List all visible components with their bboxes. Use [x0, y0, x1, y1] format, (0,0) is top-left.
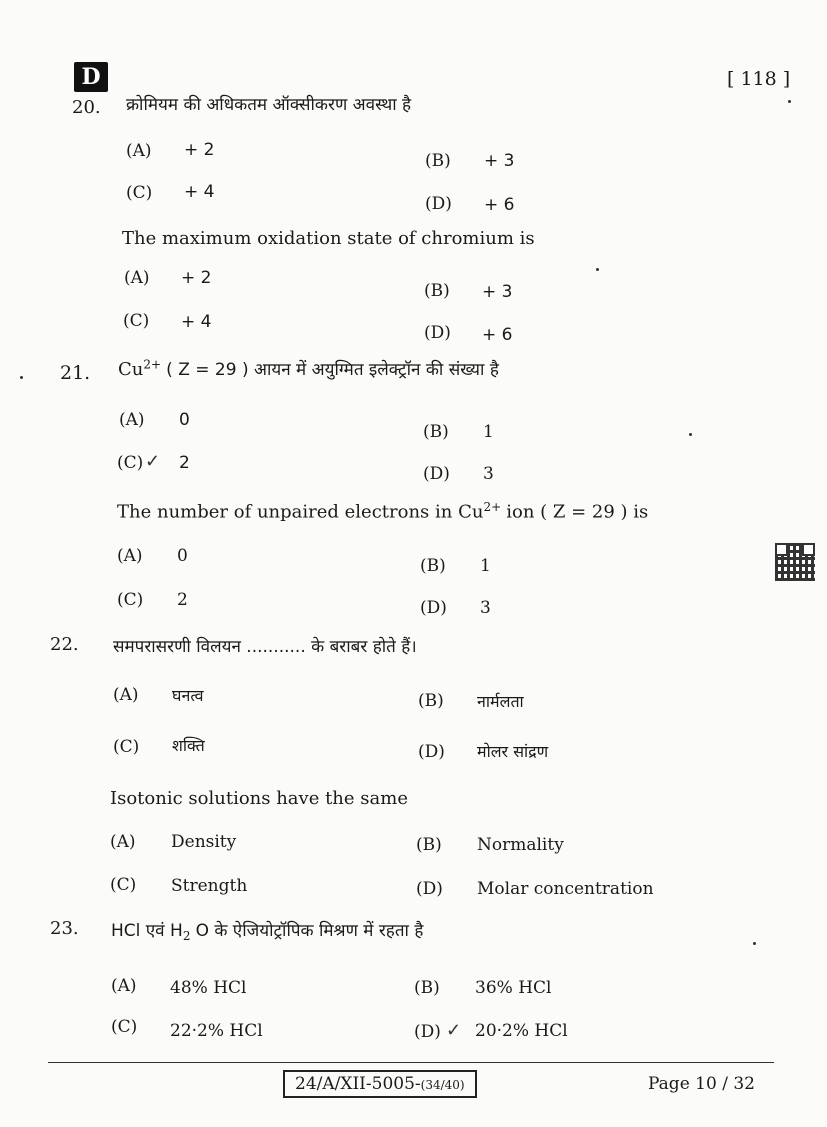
option-value: Molar concentration	[477, 879, 654, 899]
option-label: (C)	[117, 453, 144, 473]
paper-code	[283, 1070, 477, 1098]
paper-code-main: 24/A/XII-5005-	[295, 1074, 421, 1094]
option-value: 36% HCl	[475, 978, 552, 998]
option-label: (A)	[124, 268, 150, 288]
option-value: 22·2% HCl	[170, 1021, 263, 1041]
question-text: The number of unpaired electrons in Cu	[117, 501, 484, 523]
option-value: 2	[177, 590, 188, 610]
question-text: HCl एवं H	[111, 921, 183, 941]
tick-mark-icon: ✓	[145, 451, 161, 472]
question-rest: ion ( Z = 29 ) is	[506, 501, 649, 523]
option-label: (C)	[113, 737, 140, 757]
option-label: (D)	[416, 879, 443, 899]
option-value: 0	[179, 410, 190, 430]
option-value: 3	[483, 464, 494, 484]
question-text-hindi: समपरासरणी विलयन ........... के बराबर होते हैं।	[113, 637, 417, 657]
footer-divider	[48, 1062, 774, 1063]
option-label: (B)	[414, 978, 440, 998]
qr-code-icon	[775, 543, 815, 581]
option-value: शक्ति	[172, 736, 205, 755]
question-number: 22.	[50, 634, 79, 655]
question-number: 21.	[60, 362, 91, 384]
option-value: नार्मलता	[477, 692, 524, 711]
option-value: 20·2% HCl	[475, 1021, 568, 1041]
question-text-hindi	[111, 918, 423, 943]
option-label: (C)	[110, 875, 137, 895]
option-label: (A)	[126, 141, 152, 161]
option-label: (C)	[126, 183, 153, 203]
option-label: (B)	[416, 835, 442, 855]
option-value: Strength	[171, 876, 248, 896]
option-value: + 2	[181, 268, 212, 288]
question-text-hindi: क्रोमियम की अधिकतम ऑक्सीकरण अवस्था है	[126, 95, 412, 115]
option-value: + 2	[184, 140, 215, 160]
set-badge: D	[74, 62, 108, 92]
option-value: मोलर सांद्रण	[477, 742, 549, 761]
option-label: (A)	[117, 546, 143, 566]
option-label: (A)	[110, 832, 136, 852]
question-number: 23.	[50, 918, 79, 939]
option-value: 3	[480, 598, 491, 618]
option-label: (C)	[117, 590, 144, 610]
question-text-hindi	[118, 357, 499, 380]
question-text-english: The maximum oxidation state of chromium is	[122, 228, 535, 249]
option-value: + 6	[484, 195, 515, 215]
option-value: 1	[480, 556, 491, 576]
question-rest: O के ऐजियोट्रॉपिक मिश्रण में रहता है	[195, 921, 424, 941]
superscript: 2+	[483, 500, 502, 514]
option-label: (D)	[418, 742, 445, 762]
option-label: (B)	[418, 691, 444, 711]
option-value: + 3	[484, 151, 515, 171]
option-label: (B)	[423, 422, 449, 442]
subscript: 2	[182, 929, 191, 944]
option-value: 48% HCl	[170, 978, 247, 998]
option-label: (D)	[424, 323, 451, 343]
option-value: + 4	[184, 182, 215, 202]
option-value: 0	[177, 546, 188, 566]
option-label: (D)	[414, 1022, 441, 1042]
option-label: (A)	[111, 976, 137, 996]
superscript: 2+	[143, 357, 162, 372]
option-value: Density	[171, 832, 237, 852]
option-value: Normality	[477, 835, 564, 855]
option-label: (D)	[423, 464, 450, 484]
tick-mark-icon: ✓	[446, 1020, 462, 1041]
option-label: (D)	[425, 194, 452, 214]
page-id: [ 118 ]	[727, 68, 791, 90]
option-label: (B)	[425, 151, 451, 171]
option-label: (C)	[123, 311, 150, 331]
paper-code-small: (34/40)	[420, 1078, 465, 1092]
page-number: Page 10 / 32	[648, 1074, 755, 1094]
question-text-english	[117, 500, 648, 522]
question-text-english: Isotonic solutions have the same	[110, 788, 408, 809]
formula-text: Cu	[118, 359, 144, 380]
option-value: + 6	[482, 325, 513, 345]
option-value: 1	[483, 422, 494, 442]
option-label: (C)	[111, 1017, 138, 1037]
question-rest: ( Z = 29 ) आयन में अयुग्मित इलेक्ट्रॉन की संख्या है	[166, 360, 499, 380]
option-value: + 3	[482, 282, 513, 302]
option-label: (B)	[424, 281, 450, 301]
option-value: + 4	[181, 312, 212, 332]
option-label: (B)	[420, 556, 446, 576]
option-label: (D)	[420, 598, 447, 618]
option-value: घनत्व	[172, 686, 204, 705]
option-label: (A)	[113, 685, 139, 705]
question-number: 20.	[72, 97, 101, 118]
option-label: (A)	[119, 410, 145, 430]
option-value: 2	[179, 453, 190, 473]
